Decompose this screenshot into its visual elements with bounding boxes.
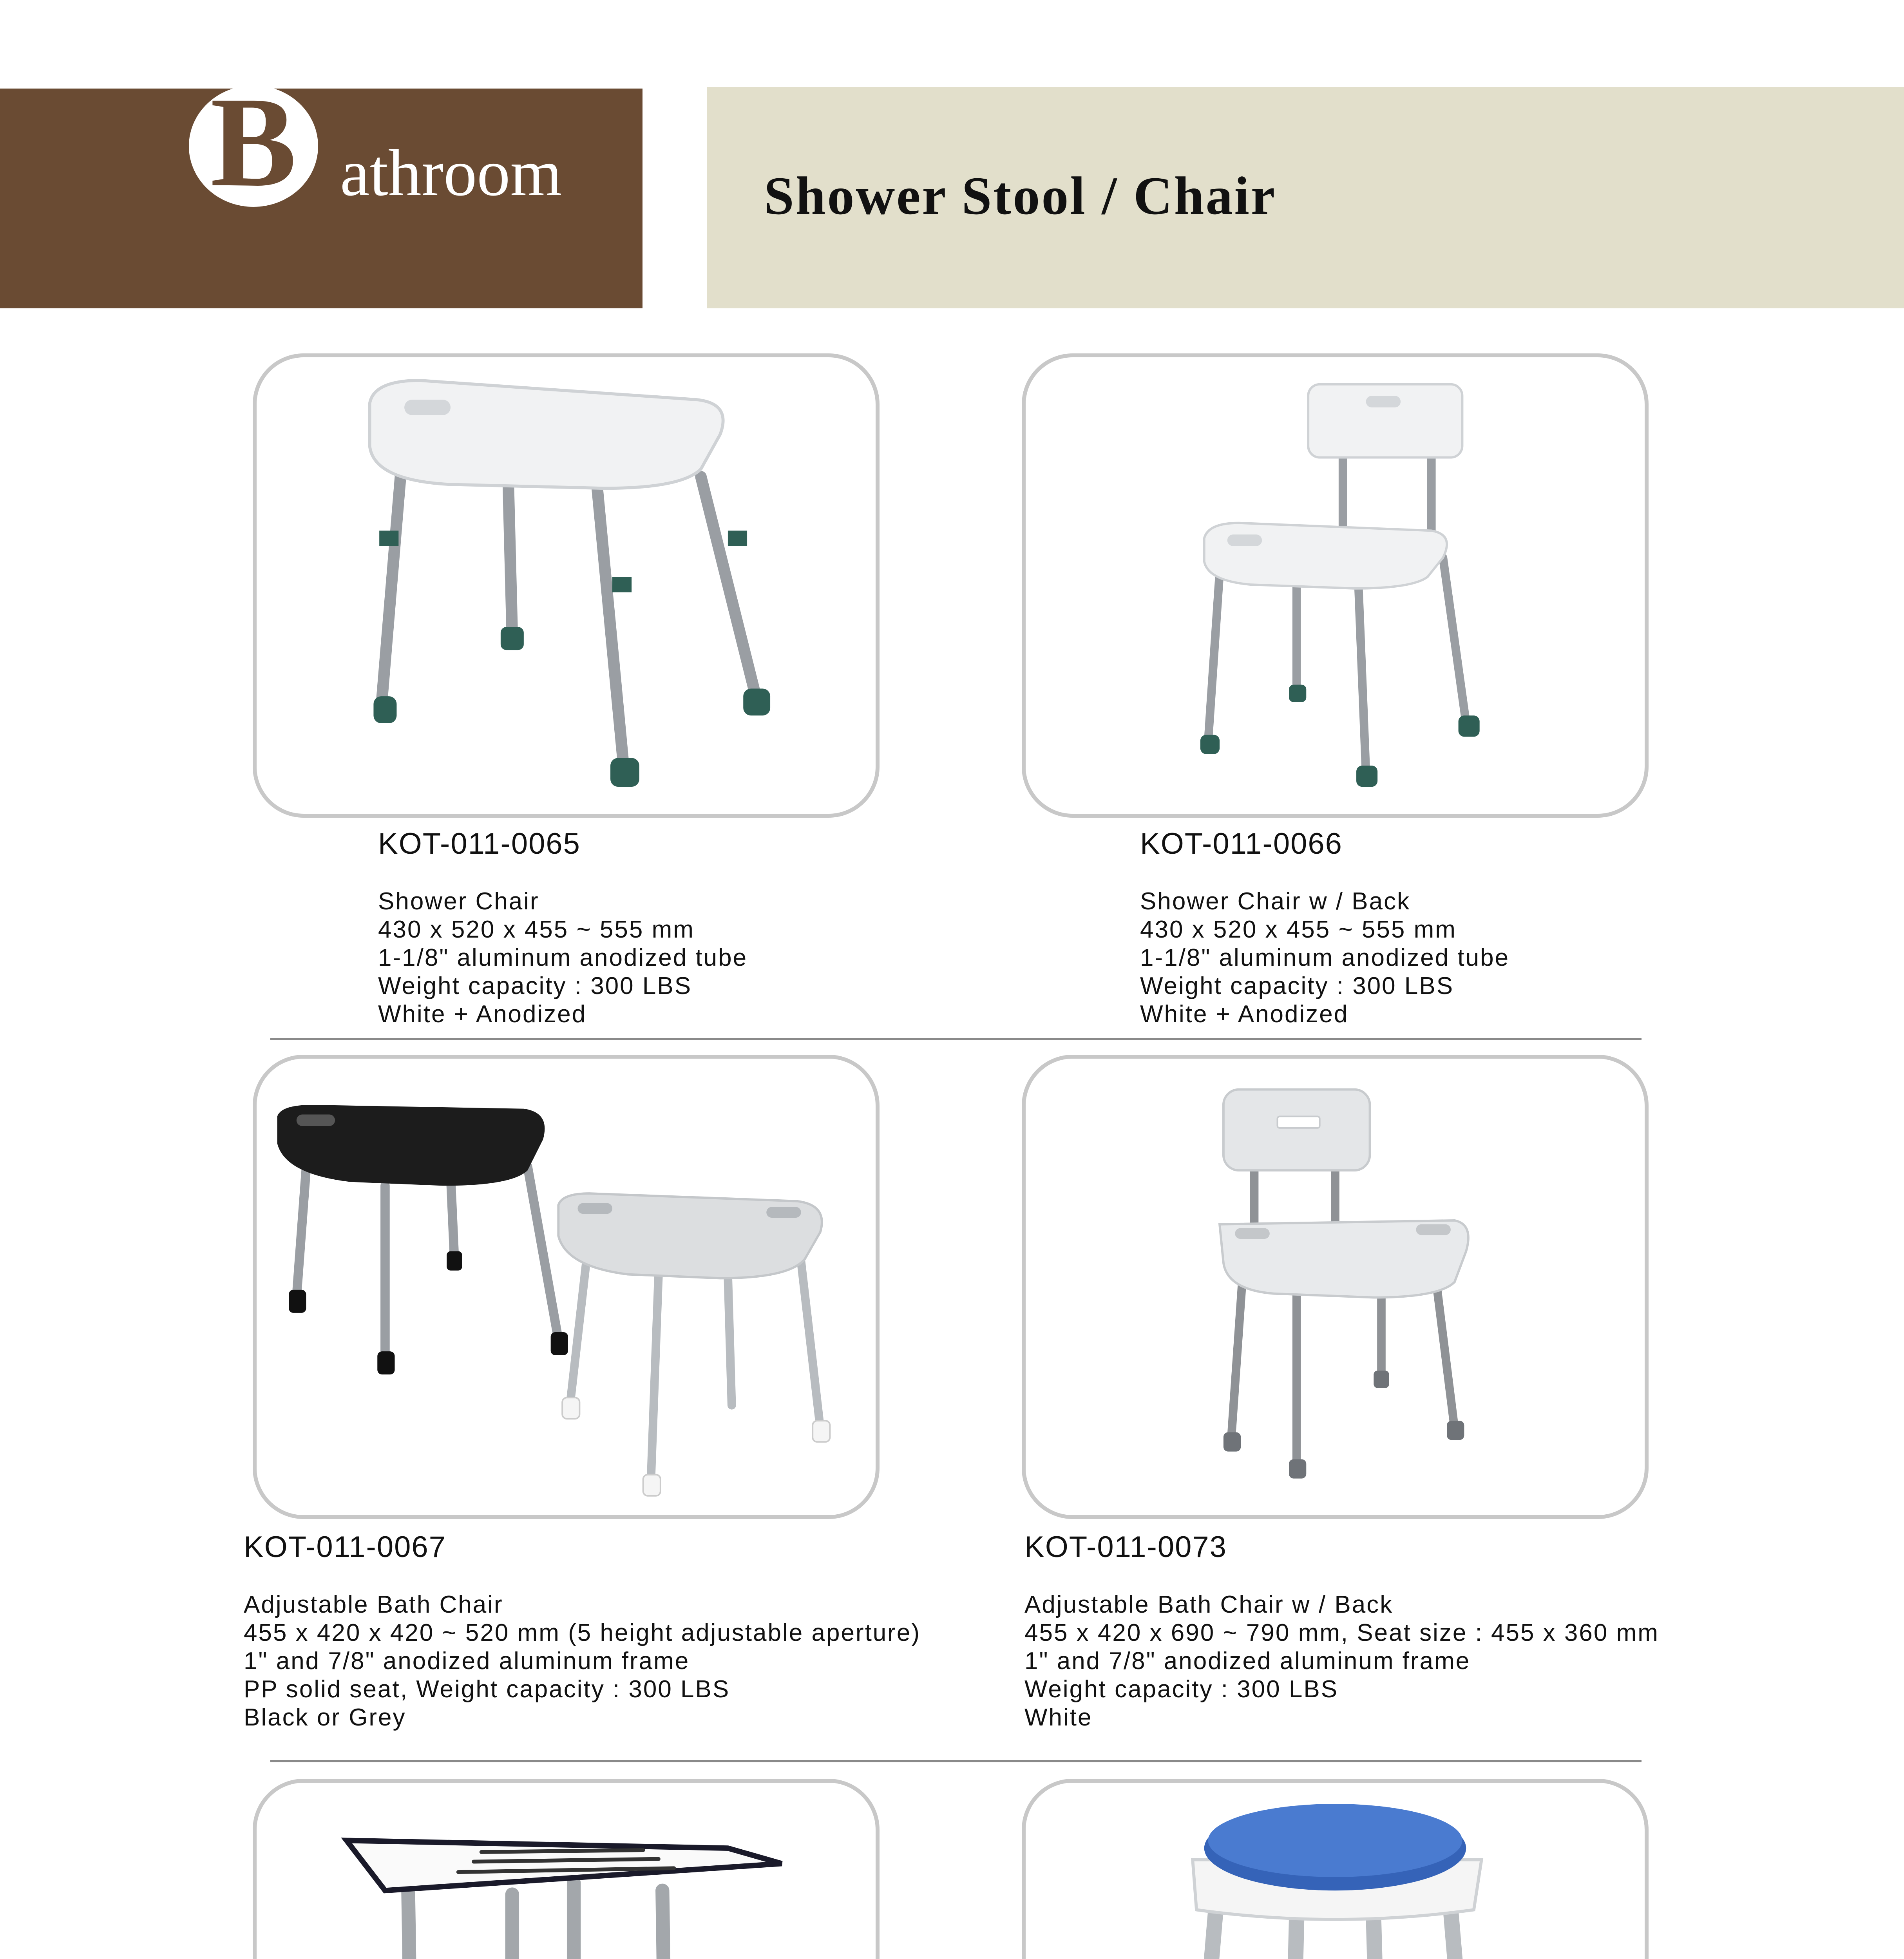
product-image-frame [253,1055,880,1519]
product-specs [378,887,747,1028]
product-code: KOT-011-0065 [378,827,581,860]
page-title: Shower Stool / Chair [764,166,1277,226]
brand-logo [189,71,318,214]
spec-line: White + Anodized [1140,1001,1349,1028]
folding-shower-seat-image [257,1783,876,1959]
product-code: KOT-011-0067 [244,1530,446,1564]
product-image-frame [253,353,880,818]
spec-line: 430 x 520 x 455 ~ 555 mm [378,916,695,943]
spec-line: Weight capacity : 300 LBS [1024,1676,1339,1703]
shower-chair-back-image [1026,357,1645,814]
brand-word: athroom [340,136,562,210]
spec-line: White [1024,1704,1093,1731]
spec-line: Adjustable Bath Chair [244,1591,503,1618]
product-image-frame [1022,353,1649,818]
adjustable-bath-chair-image [257,1059,876,1515]
spec-line: 1" and 7/8" anodized aluminum frame [244,1648,690,1675]
round-shower-stool-image [1026,1783,1645,1959]
product-image-frame [253,1779,880,1959]
spec-line: 1-1/8" aluminum anodized tube [1140,944,1510,971]
product-image-frame [1022,1779,1649,1959]
spec-line: Weight capacity : 300 LBS [1140,972,1454,999]
spec-line: Weight capacity : 300 LBS [378,972,692,999]
spec-line: White + Anodized [378,1001,587,1028]
product-specs [244,1591,921,1732]
spec-line: Shower Chair w / Back [1140,888,1411,915]
spec-line: 430 x 520 x 455 ~ 555 mm [1140,916,1457,943]
spec-line: 1" and 7/8" anodized aluminum frame [1024,1648,1471,1675]
product-image-frame [1022,1055,1649,1519]
spec-line: Adjustable Bath Chair w / Back [1024,1591,1394,1618]
spec-line: 1-1/8" aluminum anodized tube [378,944,748,971]
spec-line: PP solid seat, Weight capacity : 300 LBS [244,1676,730,1703]
brand-initial: B [210,71,297,214]
product-code: KOT-011-0073 [1024,1530,1227,1564]
spec-line: Shower Chair [378,888,539,915]
product-code: KOT-011-0066 [1140,827,1343,860]
section-divider [270,1038,1642,1040]
product-specs [1024,1591,1659,1732]
spec-line: 455 x 420 x 420 ~ 520 mm (5 height adjustable aperture) [244,1619,921,1646]
section-divider [270,1760,1642,1762]
spec-line: 455 x 420 x 690 ~ 790 mm, Seat size : 455 x 360 mm [1024,1619,1659,1646]
shower-stool-image [257,357,876,814]
bath-chair-back-image [1026,1059,1645,1515]
product-specs [1140,887,1509,1028]
spec-line: Black or Grey [244,1704,406,1731]
